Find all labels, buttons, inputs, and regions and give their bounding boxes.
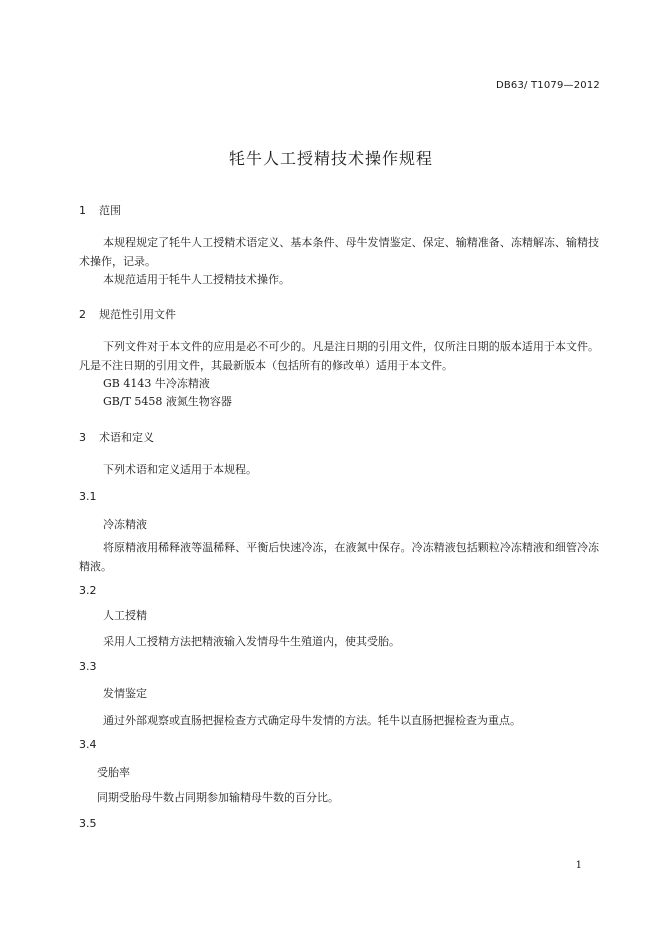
reference-gb-t-5458: GB/T 5458 液氮生物容器 bbox=[103, 395, 232, 408]
term-title: 受胎率 bbox=[97, 766, 130, 779]
section-title: 术语和定义 bbox=[99, 431, 154, 444]
section-number: 3 bbox=[79, 431, 86, 444]
term-definition: 将原精液用稀释液等温稀释、平衡后快速冷冻，在液氮中保存。冷冻精液包括颗粒冷冻精液和细管冷冻精液。 bbox=[79, 541, 599, 573]
reference-gb-4143: GB 4143 牛冷冻精液 bbox=[103, 377, 210, 390]
term-number: 3.3 bbox=[79, 660, 97, 673]
term-title: 冷冻精液 bbox=[103, 518, 147, 531]
section-number: 2 bbox=[79, 308, 86, 321]
term-definition: 同期受胎母牛数占同期参加输精母牛数的百分比。 bbox=[97, 791, 339, 804]
term-title: 发情鉴定 bbox=[103, 687, 147, 700]
section-3-paragraph-1: 下列术语和定义适用于本规程。 bbox=[103, 463, 257, 476]
section-2-paragraph-1: 下列文件对于本文件的应用是必不可少的。凡是注日期的引用文件，仅所注日期的版本适用于本文件。凡是不注日期的引用文件，其最新版本（包括所有的修改单）适用于本文件。 bbox=[79, 340, 599, 372]
term-number: 3.5 bbox=[79, 817, 97, 830]
term-number: 3.1 bbox=[79, 490, 97, 503]
section-1-paragraph-1: 本规程规定了牦牛人工授精术语定义、基本条件、母牛发情鉴定、保定、输精准备、冻精解冻、输精技术操作，记录。 bbox=[79, 236, 599, 268]
section-title: 规范性引用文件 bbox=[99, 308, 176, 321]
term-definition: 采用人工授精方法把精液输入发情母牛生殖道内，使其受胎。 bbox=[103, 635, 400, 648]
section-2-heading bbox=[79, 306, 176, 322]
term-title: 人工授精 bbox=[103, 609, 147, 622]
document-title: 牦牛人工授精技术操作规程 bbox=[228, 149, 433, 168]
document-code: DB63/ T1079—2012 bbox=[495, 80, 600, 91]
section-1-paragraph-2: 本规范适用于牦牛人工授精技术操作。 bbox=[103, 273, 290, 286]
page-number: 1 bbox=[575, 860, 582, 871]
term-number: 3.4 bbox=[79, 738, 97, 751]
section-number: 1 bbox=[79, 204, 86, 217]
term-number: 3.2 bbox=[79, 584, 97, 597]
term-definition: 通过外部观察或直肠把握检查方式确定母牛发情的方法。牦牛以直肠把握检查为重点。 bbox=[103, 714, 521, 727]
section-title: 范围 bbox=[99, 204, 121, 217]
section-1-heading bbox=[79, 202, 121, 218]
section-3-heading bbox=[79, 429, 154, 445]
